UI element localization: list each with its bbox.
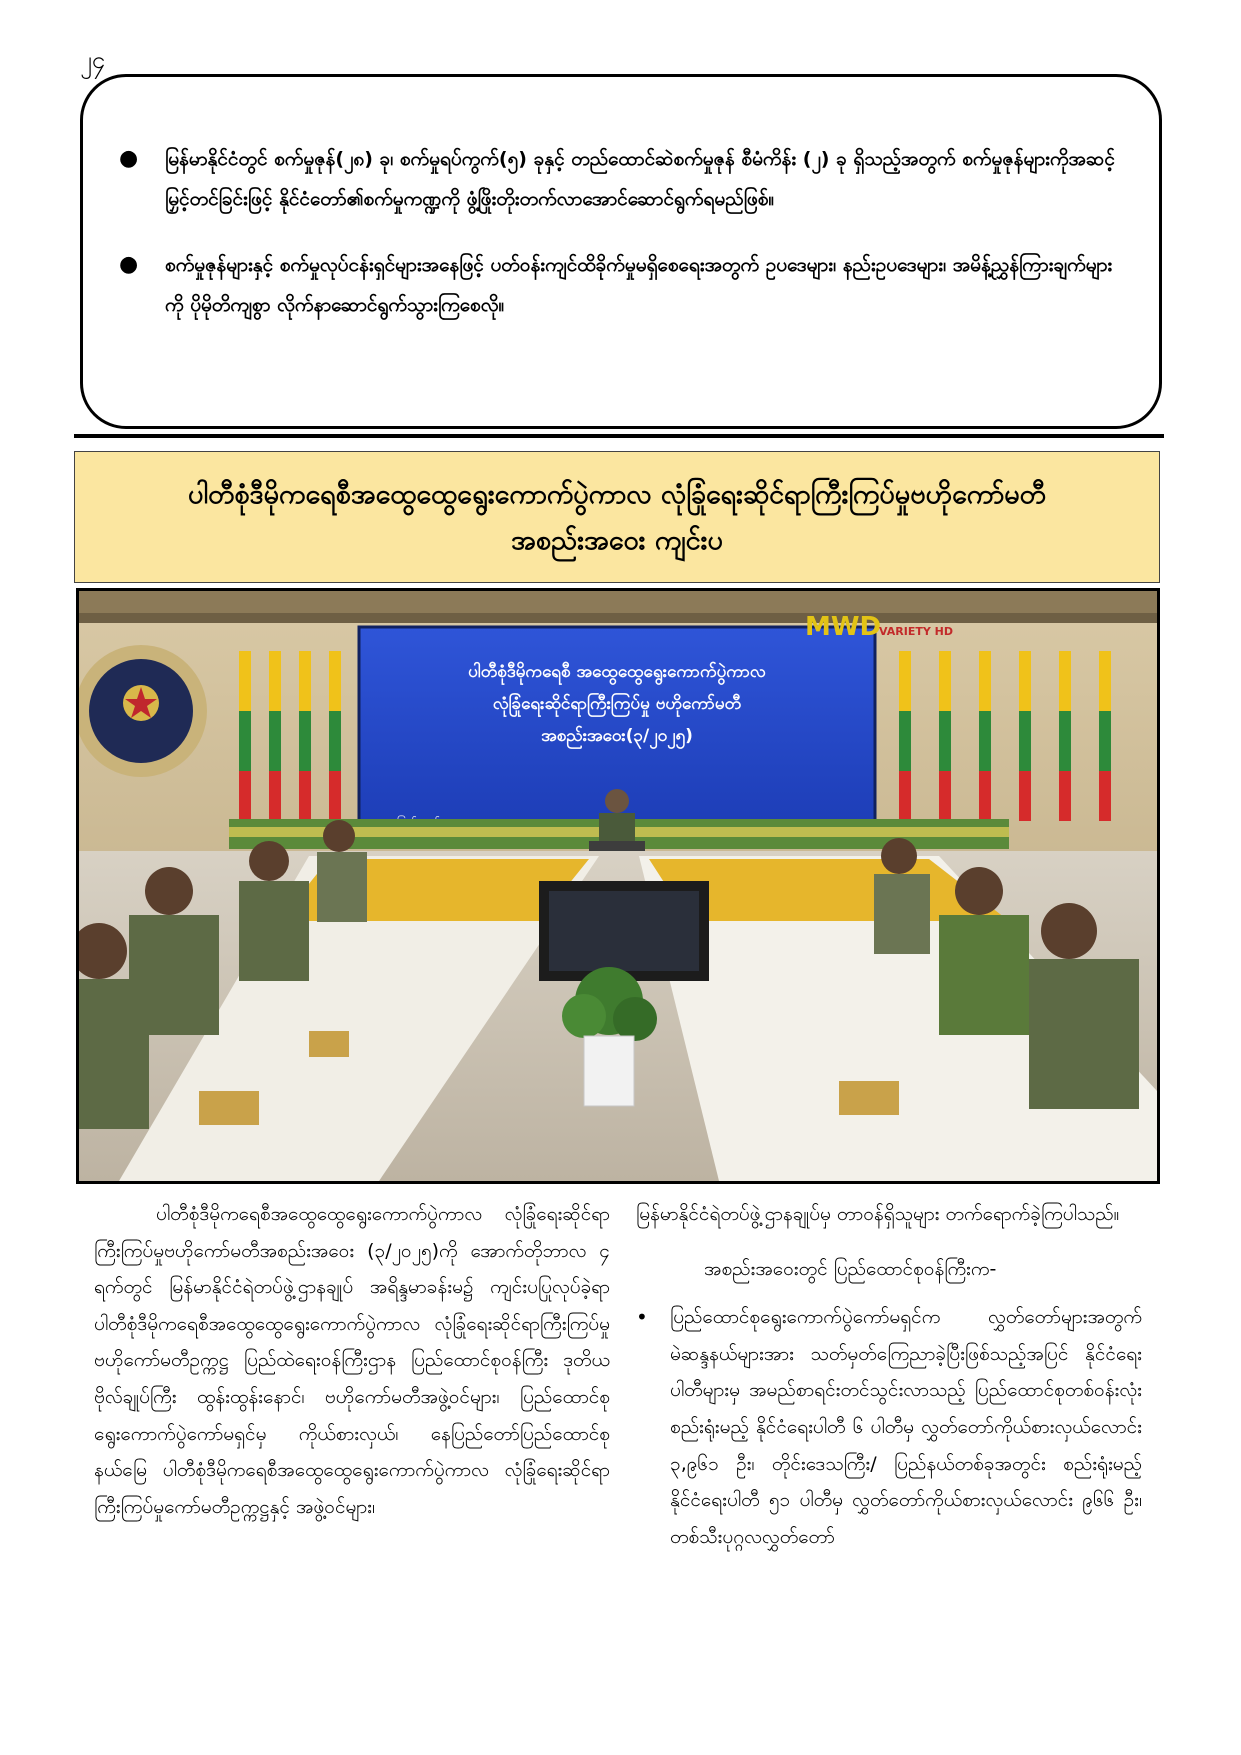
bullet-icon: • xyxy=(636,1305,648,1330)
meeting-photo xyxy=(76,588,1160,1184)
section-divider xyxy=(74,434,1164,438)
notice-item-text: မြန်မာနိုင်ငံတွင် စက်မှုဇုန်(၂၈) ခု၊ စက်မှုရပ်ကွက်(၅) ခုနှင့် တည်ထောင်ဆဲစက်မှုဇုန် စီမံကိန်း (၂) ခု ရှိသည့်အတွက် စက်မှုဇုန်များကိုအဆင့်မြှင့်တင်ခြင်းဖြင့် နိုင်ငံတော်၏စက်မှုကဏ္ဍကို ဖွံ့ဖြိုးတိုးတက်လာအောင်ဆောင်ရွက်ရမည်ဖြစ်။ xyxy=(165,148,1115,210)
channel-logo-sub: VARIETY HD xyxy=(879,625,953,638)
notice-item xyxy=(113,245,1125,325)
paragraph: အစည်းအဝေးတွင် ပြည်ထောင်စုဝန်ကြီးက- xyxy=(704,1257,997,1280)
notice-box xyxy=(80,74,1162,429)
article-title xyxy=(74,451,1160,583)
left-column xyxy=(94,1196,610,1535)
bullet-icon: ● xyxy=(119,146,139,171)
channel-logo-text: MWD xyxy=(805,612,882,642)
screen-line-1: ပါတီစုံဒီမိုကရေစီ အထွေထွေရွေးကောက်ပွဲကာလ xyxy=(468,662,766,682)
right-column xyxy=(636,1196,1142,1555)
article-title-line: ပါတီစုံဒီမိုကရေစီအထွေထွေရွေးကောက်ပွဲကာလ လုံခြုံရေးဆိုင်ရာကြီးကြပ်မှုဗဟိုကော်မတီ xyxy=(188,479,1046,510)
police-emblem xyxy=(79,645,207,777)
screen-line-3: အစည်းအဝေး(၃/၂၀၂၅) xyxy=(541,726,693,746)
list-item xyxy=(636,1299,1142,1555)
article-title-line: အစည်းအဝေး ကျင်းပ xyxy=(511,525,723,556)
screen-line-2: လုံခြုံရေးဆိုင်ရာကြီးကြပ်မှု ဗဟိုကော်မတီ xyxy=(492,694,742,714)
notice-item-text: စက်မှုဇုန်များနှင့် စက်မှုလုပ်ငန်းရှင်များအနေဖြင့် ပတ်ဝန်းကျင်ထိခိုက်မှုမရှိစေရေးအတွက် ဥပဒေများ၊ နည်းဥပဒေများ၊ အမိန့်ညွှန်ကြားချက်များကို ပိုမိုတိကျစွာ လိုက်နာဆောင်ရွက်သွားကြစေလို။ xyxy=(165,254,1113,316)
paragraph: မြန်မာနိုင်ငံရဲတပ်ဖွဲ့ဌာနချုပ်မှ တာဝန်ရှိသူများ တက်ရောက်ခဲ့ကြပါသည်။ xyxy=(636,1203,1120,1225)
bullet-icon: ● xyxy=(119,252,139,277)
list-item-text: ပြည်ထောင်စုရွေးကောက်ပွဲကော်မရှင်က လွှတ်တော်များအတွက် မဲဆန္ဒနယ်များအား သတ်မှတ်ကြေညာခဲ့ပြီးဖြစ်သည့်အပြင် နိုင်ငံရေးပါတီများမှ အမည်စာရင်းတင်သွင်းလာသည့် ပြည်ထောင်စုတစ်ဝန်းလုံး စည်းရုံးမည့် နိုင်ငံရေးပါတီ ၆ ပါတီမှ လွှတ်တော်ကိုယ်စားလှယ်လောင်း ၃,၉၆၁ ဦး၊ တိုင်းဒေသကြီး/ ပြည်နယ်တစ်ခုအတွင်း စည်းရုံးမည့် နိုင်ငံရေးပါတီ ၅၁ ပါတီမှ လွှတ်တော်ကိုယ်စားလှယ်လောင်း ၉၆၆ ဦး၊ တစ်သီးပုဂ္ဂလလွှတ်တော် xyxy=(670,1306,1142,1548)
page-number: ၂၄ xyxy=(80,46,106,74)
paragraph: ပါတီစုံဒီမိုကရေစီအထွေထွေရွေးကောက်ပွဲကာလ လုံခြုံရေးဆိုင်ရာ ကြီးကြပ်မှုဗဟိုကော်မတီအစည်းအဝေး (၃/၂၀၂၅)ကို အောက်တိုဘာလ ၄ ရက်တွင် မြန်မာနိုင်ငံရဲတပ်ဖွဲ့ဌာနချုပ် အရိန္ဒမာခန်းမ၌ ကျင်းပပြုလုပ်ခဲ့ရာ ပါတီစုံဒီမိုကရေစီအထွေထွေရွေးကောက်ပွဲကာလ လုံခြုံရေးဆိုင်ရာကြီးကြပ်မှုဗဟိုကော်မတီဥက္ကဋ္ဌ ပြည်ထဲရေးဝန်ကြီးဌာန ပြည်ထောင်စုဝန်ကြီး ဒုတိယဗိုလ်ချုပ်ကြီး ထွန်းထွန်းနောင်၊ ဗဟိုကော်မတီအဖွဲ့ဝင်များ၊ ပြည်ထောင်စုရွေးကောက်ပွဲကော်မရှင်မှ ကိုယ်စားလှယ်၊ နေပြည်တော်ပြည်ထောင်စုနယ်မြေ ပါတီစုံဒီမိုကရေစီအထွေထွေရွေးကောက်ပွဲကာလ လုံခြုံရေးဆိုင်ရာကြီးကြပ်မှုကော်မတီဥက္ကဋ္ဌနှင့် အဖွဲ့ဝင်များ၊ xyxy=(94,1203,610,1518)
notice-item xyxy=(113,139,1125,219)
